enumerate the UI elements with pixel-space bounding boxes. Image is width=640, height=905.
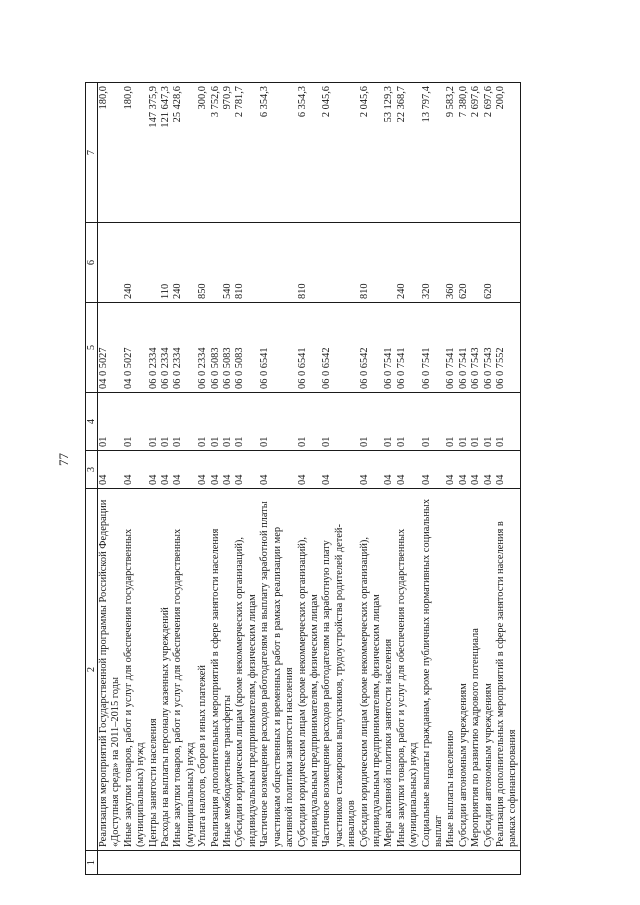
row-subsection: 01 <box>421 393 446 451</box>
row-expense-type: 240 <box>123 223 148 303</box>
blank-cell <box>470 851 482 875</box>
row-subsection: 01 <box>210 393 222 451</box>
table-row <box>172 83 197 875</box>
row-expense-type <box>259 223 296 303</box>
row-target-article: 06 0 7541 <box>396 303 421 393</box>
row-amount: 2 045,6 <box>359 83 384 223</box>
row-target-article: 06 0 7552 <box>495 303 520 393</box>
table-row <box>495 83 520 875</box>
row-subsection: 01 <box>396 393 421 451</box>
header-cell: 3 <box>86 451 98 489</box>
row-section: 04 <box>210 451 222 489</box>
row-section: 04 <box>98 451 123 489</box>
table-row <box>210 83 222 875</box>
row-subsection: 01 <box>98 393 123 451</box>
row-subsection: 01 <box>321 393 358 451</box>
row-name: Социальные выплаты гражданам, кроме публичных нормативных социальных выплат <box>421 489 446 851</box>
row-name: Реализация дополнительных мероприятий в сфере занятости населения <box>210 489 222 851</box>
table-row <box>123 83 148 875</box>
blank-cell <box>222 851 234 875</box>
header-cell: 1 <box>86 851 98 875</box>
row-expense-type: 360 <box>445 223 457 303</box>
row-amount: 2 697,6 <box>483 83 495 223</box>
row-subsection: 01 <box>222 393 234 451</box>
row-amount: 22 368,7 <box>396 83 421 223</box>
table-row <box>458 83 470 875</box>
row-target-article: 06 0 5083 <box>222 303 234 393</box>
row-section: 04 <box>148 451 160 489</box>
row-subsection: 01 <box>160 393 172 451</box>
row-expense-type <box>495 223 520 303</box>
row-name: Центры занятости населения <box>148 489 160 851</box>
blank-cell <box>396 851 421 875</box>
row-target-article: 06 0 7541 <box>445 303 457 393</box>
table-row <box>359 83 384 875</box>
blank-cell <box>297 851 322 875</box>
row-subsection: 01 <box>172 393 197 451</box>
header-cell: 4 <box>86 393 98 451</box>
row-target-article: 06 0 2334 <box>197 303 209 393</box>
row-target-article: 06 0 6542 <box>321 303 358 393</box>
header-cell: 5 <box>86 303 98 393</box>
row-expense-type: 810 <box>359 223 384 303</box>
row-section: 04 <box>197 451 209 489</box>
table-row <box>445 83 457 875</box>
blank-cell <box>495 851 520 875</box>
row-amount: 970,9 <box>222 83 234 223</box>
row-target-article: 06 0 5083 <box>210 303 222 393</box>
row-name: Иные выплаты населению <box>445 489 457 851</box>
row-expense-type <box>321 223 358 303</box>
row-amount: 180,0 <box>98 83 123 223</box>
row-target-article: 06 0 2334 <box>172 303 197 393</box>
row-section: 04 <box>383 451 395 489</box>
row-subsection: 01 <box>483 393 495 451</box>
row-name: Реализация дополнительных мероприятий в сфере занятости населения в рамках софинансирования <box>495 489 520 851</box>
row-amount: 121 647,3 <box>160 83 172 223</box>
row-target-article: 06 0 2334 <box>148 303 160 393</box>
row-amount: 180,0 <box>123 83 148 223</box>
row-target-article: 06 0 7541 <box>383 303 395 393</box>
row-name: Субсидии автономным учреждениям <box>483 489 495 851</box>
blank-cell <box>483 851 495 875</box>
row-expense-type: 540 <box>222 223 234 303</box>
row-name: Реализация мероприятий Государственной программы Российской Федерации «Доступная среда» на 2011–2015 годы <box>98 489 123 851</box>
row-name: Мероприятия по развитию кадрового потенциала <box>470 489 482 851</box>
row-expense-type <box>210 223 222 303</box>
row-amount: 2 697,6 <box>470 83 482 223</box>
row-amount: 25 428,6 <box>172 83 197 223</box>
header-row <box>86 83 98 875</box>
blank-cell <box>197 851 209 875</box>
row-amount: 300,0 <box>197 83 209 223</box>
blank-cell <box>458 851 470 875</box>
table-row <box>98 83 123 875</box>
blank-cell <box>321 851 358 875</box>
row-section: 04 <box>359 451 384 489</box>
row-subsection: 01 <box>123 393 148 451</box>
row-expense-type: 620 <box>483 223 495 303</box>
budget-table <box>85 82 521 875</box>
row-target-article: 04 0 5027 <box>123 303 148 393</box>
row-expense-type <box>383 223 395 303</box>
blank-cell <box>172 851 197 875</box>
row-section: 04 <box>470 451 482 489</box>
table-row <box>148 83 160 875</box>
table-row <box>483 83 495 875</box>
page-number: 77 <box>56 453 71 466</box>
row-section: 04 <box>123 451 148 489</box>
blank-cell <box>421 851 446 875</box>
row-section: 04 <box>160 451 172 489</box>
row-subsection: 01 <box>359 393 384 451</box>
row-target-article: 06 0 7541 <box>458 303 470 393</box>
table-row <box>160 83 172 875</box>
row-expense-type: 240 <box>396 223 421 303</box>
header-cell: 6 <box>86 223 98 303</box>
row-expense-type: 620 <box>458 223 470 303</box>
row-expense-type: 240 <box>172 223 197 303</box>
row-section: 04 <box>172 451 197 489</box>
row-name: Субсидии юридическим лицам (кроме некоммерческих организаций), индивидуальным предпринимателям, физическим лицам <box>359 489 384 851</box>
row-amount: 2 045,6 <box>321 83 358 223</box>
row-expense-type <box>98 223 123 303</box>
row-expense-type: 810 <box>234 223 259 303</box>
row-section: 04 <box>495 451 520 489</box>
table-row <box>321 83 358 875</box>
blank-cell <box>123 851 148 875</box>
row-section: 04 <box>321 451 358 489</box>
row-name: Субсидии юридическим лицам (кроме некоммерческих организаций), индивидуальным предпринимателям, физическим лицам <box>234 489 259 851</box>
row-target-article: 06 0 6542 <box>359 303 384 393</box>
row-name: Субсидии автономным учреждениям <box>458 489 470 851</box>
row-section: 04 <box>421 451 446 489</box>
table-row <box>470 83 482 875</box>
row-section: 04 <box>445 451 457 489</box>
row-target-article: 06 0 7543 <box>470 303 482 393</box>
header-cell: 2 <box>86 489 98 851</box>
row-amount: 6 354,3 <box>259 83 296 223</box>
header-cell: 7 <box>86 83 98 223</box>
row-section: 04 <box>458 451 470 489</box>
row-amount: 2 781,7 <box>234 83 259 223</box>
blank-cell <box>359 851 384 875</box>
row-name: Субсидии юридическим лицам (кроме некоммерческих организаций), индивидуальным предпринимателям, физическим лицам <box>297 489 322 851</box>
table-row <box>222 83 234 875</box>
row-target-article: 06 0 5083 <box>234 303 259 393</box>
blank-cell <box>383 851 395 875</box>
row-amount: 147 375,9 <box>148 83 160 223</box>
row-name: Иные закупки товаров, работ и услуг для обеспечения государственных (муниципальных) нужд <box>172 489 197 851</box>
row-target-article: 06 0 2334 <box>160 303 172 393</box>
row-subsection: 01 <box>458 393 470 451</box>
row-name: Иные закупки товаров, работ и услуг для обеспечения государственных (муниципальных) нужд <box>396 489 421 851</box>
row-amount: 200,0 <box>495 83 520 223</box>
row-section: 04 <box>234 451 259 489</box>
row-name: Иные межбюджетные трансферты <box>222 489 234 851</box>
row-expense-type <box>148 223 160 303</box>
row-subsection: 01 <box>234 393 259 451</box>
blank-cell <box>210 851 222 875</box>
row-subsection: 01 <box>259 393 296 451</box>
row-expense-type: 110 <box>160 223 172 303</box>
row-section: 04 <box>396 451 421 489</box>
row-name: Меры активной политики занятости населения <box>383 489 395 851</box>
row-target-article: 06 0 7541 <box>421 303 446 393</box>
row-section: 04 <box>259 451 296 489</box>
row-expense-type <box>470 223 482 303</box>
row-section: 04 <box>297 451 322 489</box>
row-subsection: 01 <box>197 393 209 451</box>
blank-cell <box>160 851 172 875</box>
row-target-article: 06 0 7543 <box>483 303 495 393</box>
blank-cell <box>148 851 160 875</box>
row-subsection: 01 <box>495 393 520 451</box>
row-section: 04 <box>222 451 234 489</box>
row-expense-type: 320 <box>421 223 446 303</box>
row-name: Иные закупки товаров, работ и услуг для обеспечения государственных (муниципальных) нужд <box>123 489 148 851</box>
blank-cell <box>234 851 259 875</box>
row-subsection: 01 <box>148 393 160 451</box>
row-amount: 13 797,4 <box>421 83 446 223</box>
table-row <box>297 83 322 875</box>
table-row <box>383 83 395 875</box>
row-name: Частичное возмещение расходов работодателям на заработную плату участников стажировки выпускников, трудоустройства родителей детей-инвалидов <box>321 489 358 851</box>
row-subsection: 01 <box>297 393 322 451</box>
blank-cell <box>445 851 457 875</box>
table-row <box>259 83 296 875</box>
row-section: 04 <box>483 451 495 489</box>
row-target-article: 04 0 5027 <box>98 303 123 393</box>
row-subsection: 01 <box>383 393 395 451</box>
row-amount: 7 380,0 <box>458 83 470 223</box>
blank-cell <box>98 851 123 875</box>
row-amount: 53 129,3 <box>383 83 395 223</box>
row-expense-type: 850 <box>197 223 209 303</box>
row-amount: 9 583,2 <box>445 83 457 223</box>
row-name: Частичное возмещение расходов работодателям на выплату заработной платы участникам общественных и временных работ в рамках реализации мер активной политики занятости населения <box>259 489 296 851</box>
row-name: Уплата налогов, сборов и иных платежей <box>197 489 209 851</box>
row-amount: 3 752,6 <box>210 83 222 223</box>
table-row <box>234 83 259 875</box>
table-row <box>197 83 209 875</box>
table-body <box>98 83 521 875</box>
row-subsection: 01 <box>445 393 457 451</box>
row-expense-type: 810 <box>297 223 322 303</box>
table-row <box>396 83 421 875</box>
row-target-article: 06 0 6541 <box>297 303 322 393</box>
row-amount: 6 354,3 <box>297 83 322 223</box>
row-subsection: 01 <box>470 393 482 451</box>
row-target-article: 06 0 6541 <box>259 303 296 393</box>
row-name: Расходы на выплаты персоналу казенных учреждений <box>160 489 172 851</box>
blank-cell <box>259 851 296 875</box>
table-row <box>421 83 446 875</box>
